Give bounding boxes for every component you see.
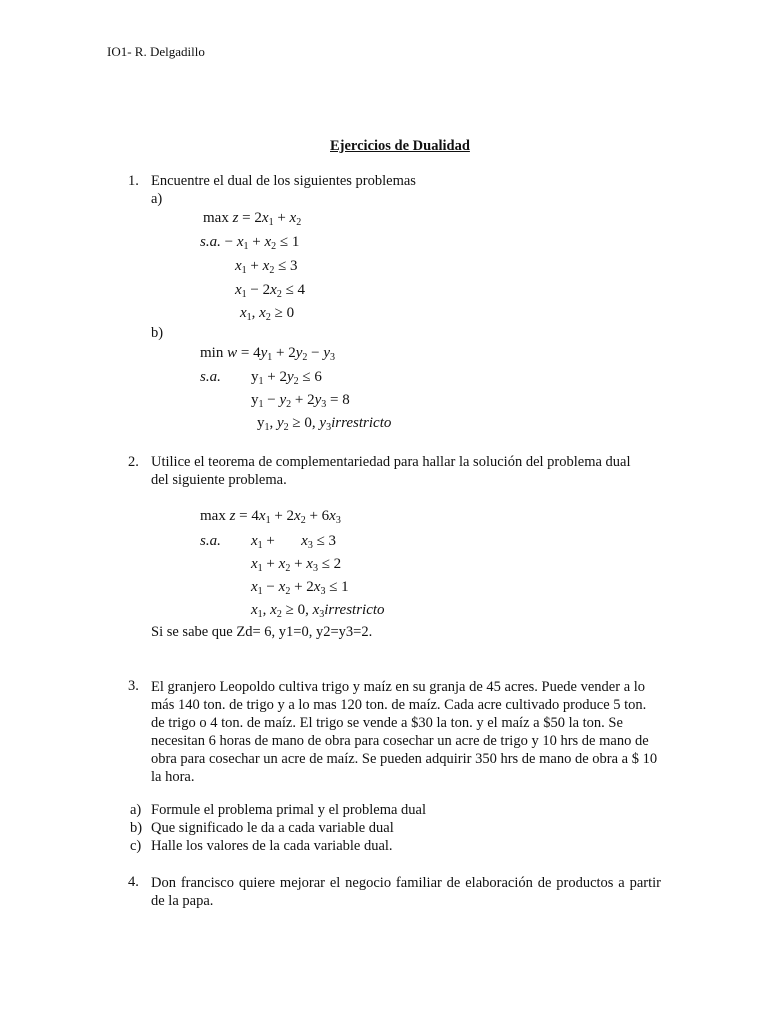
problem-1a-constraint-1: s.a. − $x_1 + x_2 \le 1$: [200, 234, 300, 252]
question-2-given: Si se sabe que Zd= 6, y1=0, y2=y3=2.: [151, 624, 373, 640]
problem-1b-constraint-1: $y_1 + 2y_2 \le 6$: [251, 369, 322, 387]
problem-2-objective: $\max z = 4x_1 + 2x_2 + 6x_3$: [200, 508, 341, 526]
page-title: Ejercicios de Dualidad: [330, 138, 470, 154]
question-2-line-2: del siguiente problema.: [151, 472, 287, 488]
question-1a-label: a): [151, 191, 163, 207]
question-3c-text: Halle los valores de la cada variable dual.: [151, 838, 393, 854]
question-4-text: Don francisco quiere mejorar el negocio familiar de elaboración de productos a partir de la papa.: [151, 875, 661, 909]
question-3-number: 3.: [128, 678, 139, 694]
question-3a-label: a): [130, 802, 142, 818]
problem-1a-nonnegativity: $x_1$, $x_2 \ge 0$: [240, 305, 295, 323]
question-3-text: El granjero Leopoldo cultiva trigo y maíz en su granja de 45 acres. Puede vender a lo más 140 ton. de trigo y a lo mas 120 ton. de maíz. Cada acre cultivado produce 5 ton. de trigo o 4 ton. de maíz. El trigo se vende a $30 la ton. y el maíz a $50 la ton. Se necesitan 6 horas de mano de obra para cosechar un acre de trigo y 10 hrs de mano de obra para cosechar un acre de maíz. Se pueden adquirir 350 hrs de mano de obra a $ 10 la hora.: [151, 679, 658, 785]
problem-1b-constraint-2: $y_1 - y_2 + 2y_3 = 8$: [251, 392, 350, 410]
problem-2-sa: s.a.: [200, 533, 221, 549]
problem-1a-constraint-3: $x_1 - 2x_2 \le 4$: [235, 282, 306, 300]
problem-1a-constraint-2: $x_1 + x_2 \le 3$: [235, 258, 298, 276]
question-2-number: 2.: [128, 454, 139, 470]
question-3c-label: c): [130, 838, 142, 854]
problem-2-constraint-1: $x_1$ + $x_3 \le 3$: [251, 533, 337, 551]
problem-1b-objective: $\min w = 4y_1 + 2y_2 - y_3$: [200, 345, 336, 363]
question-1b-label: b): [151, 325, 164, 341]
question-1-number: 1.: [128, 173, 139, 189]
problem-1a-objective: $\max z = 2x_1 + x_2$: [203, 210, 302, 228]
question-3b-label: b): [130, 820, 143, 836]
problem-2-constraint-2: $x_1 + x_2 + x_3 \le 2$: [251, 556, 342, 574]
problem-1b-sign-restrictions: $y_1$, $y_2 \ge 0$, $y_3irrestricto$: [257, 415, 392, 433]
problem-1b-sa: s.a.: [200, 369, 221, 385]
question-4-number: 4.: [128, 874, 139, 890]
problem-2-constraint-3: $x_1 - x_2 + 2x_3 \le 1$: [251, 579, 349, 597]
question-3a-text: Formule el problema primal y el problema dual: [151, 802, 427, 818]
question-3b-text: Que significado le da a cada variable dual: [151, 820, 394, 836]
page-header: IO1- R. Delgadillo: [107, 44, 205, 59]
question-1-text: Encuentre el dual de los siguientes problemas: [151, 173, 416, 189]
question-2-line-1: Utilice el teorema de complementariedad para hallar la solución del problema dual: [151, 454, 631, 470]
problem-2-sign-restrictions: $x_1$, $x_2 \ge 0$, $x_3irrestricto$: [251, 602, 385, 620]
